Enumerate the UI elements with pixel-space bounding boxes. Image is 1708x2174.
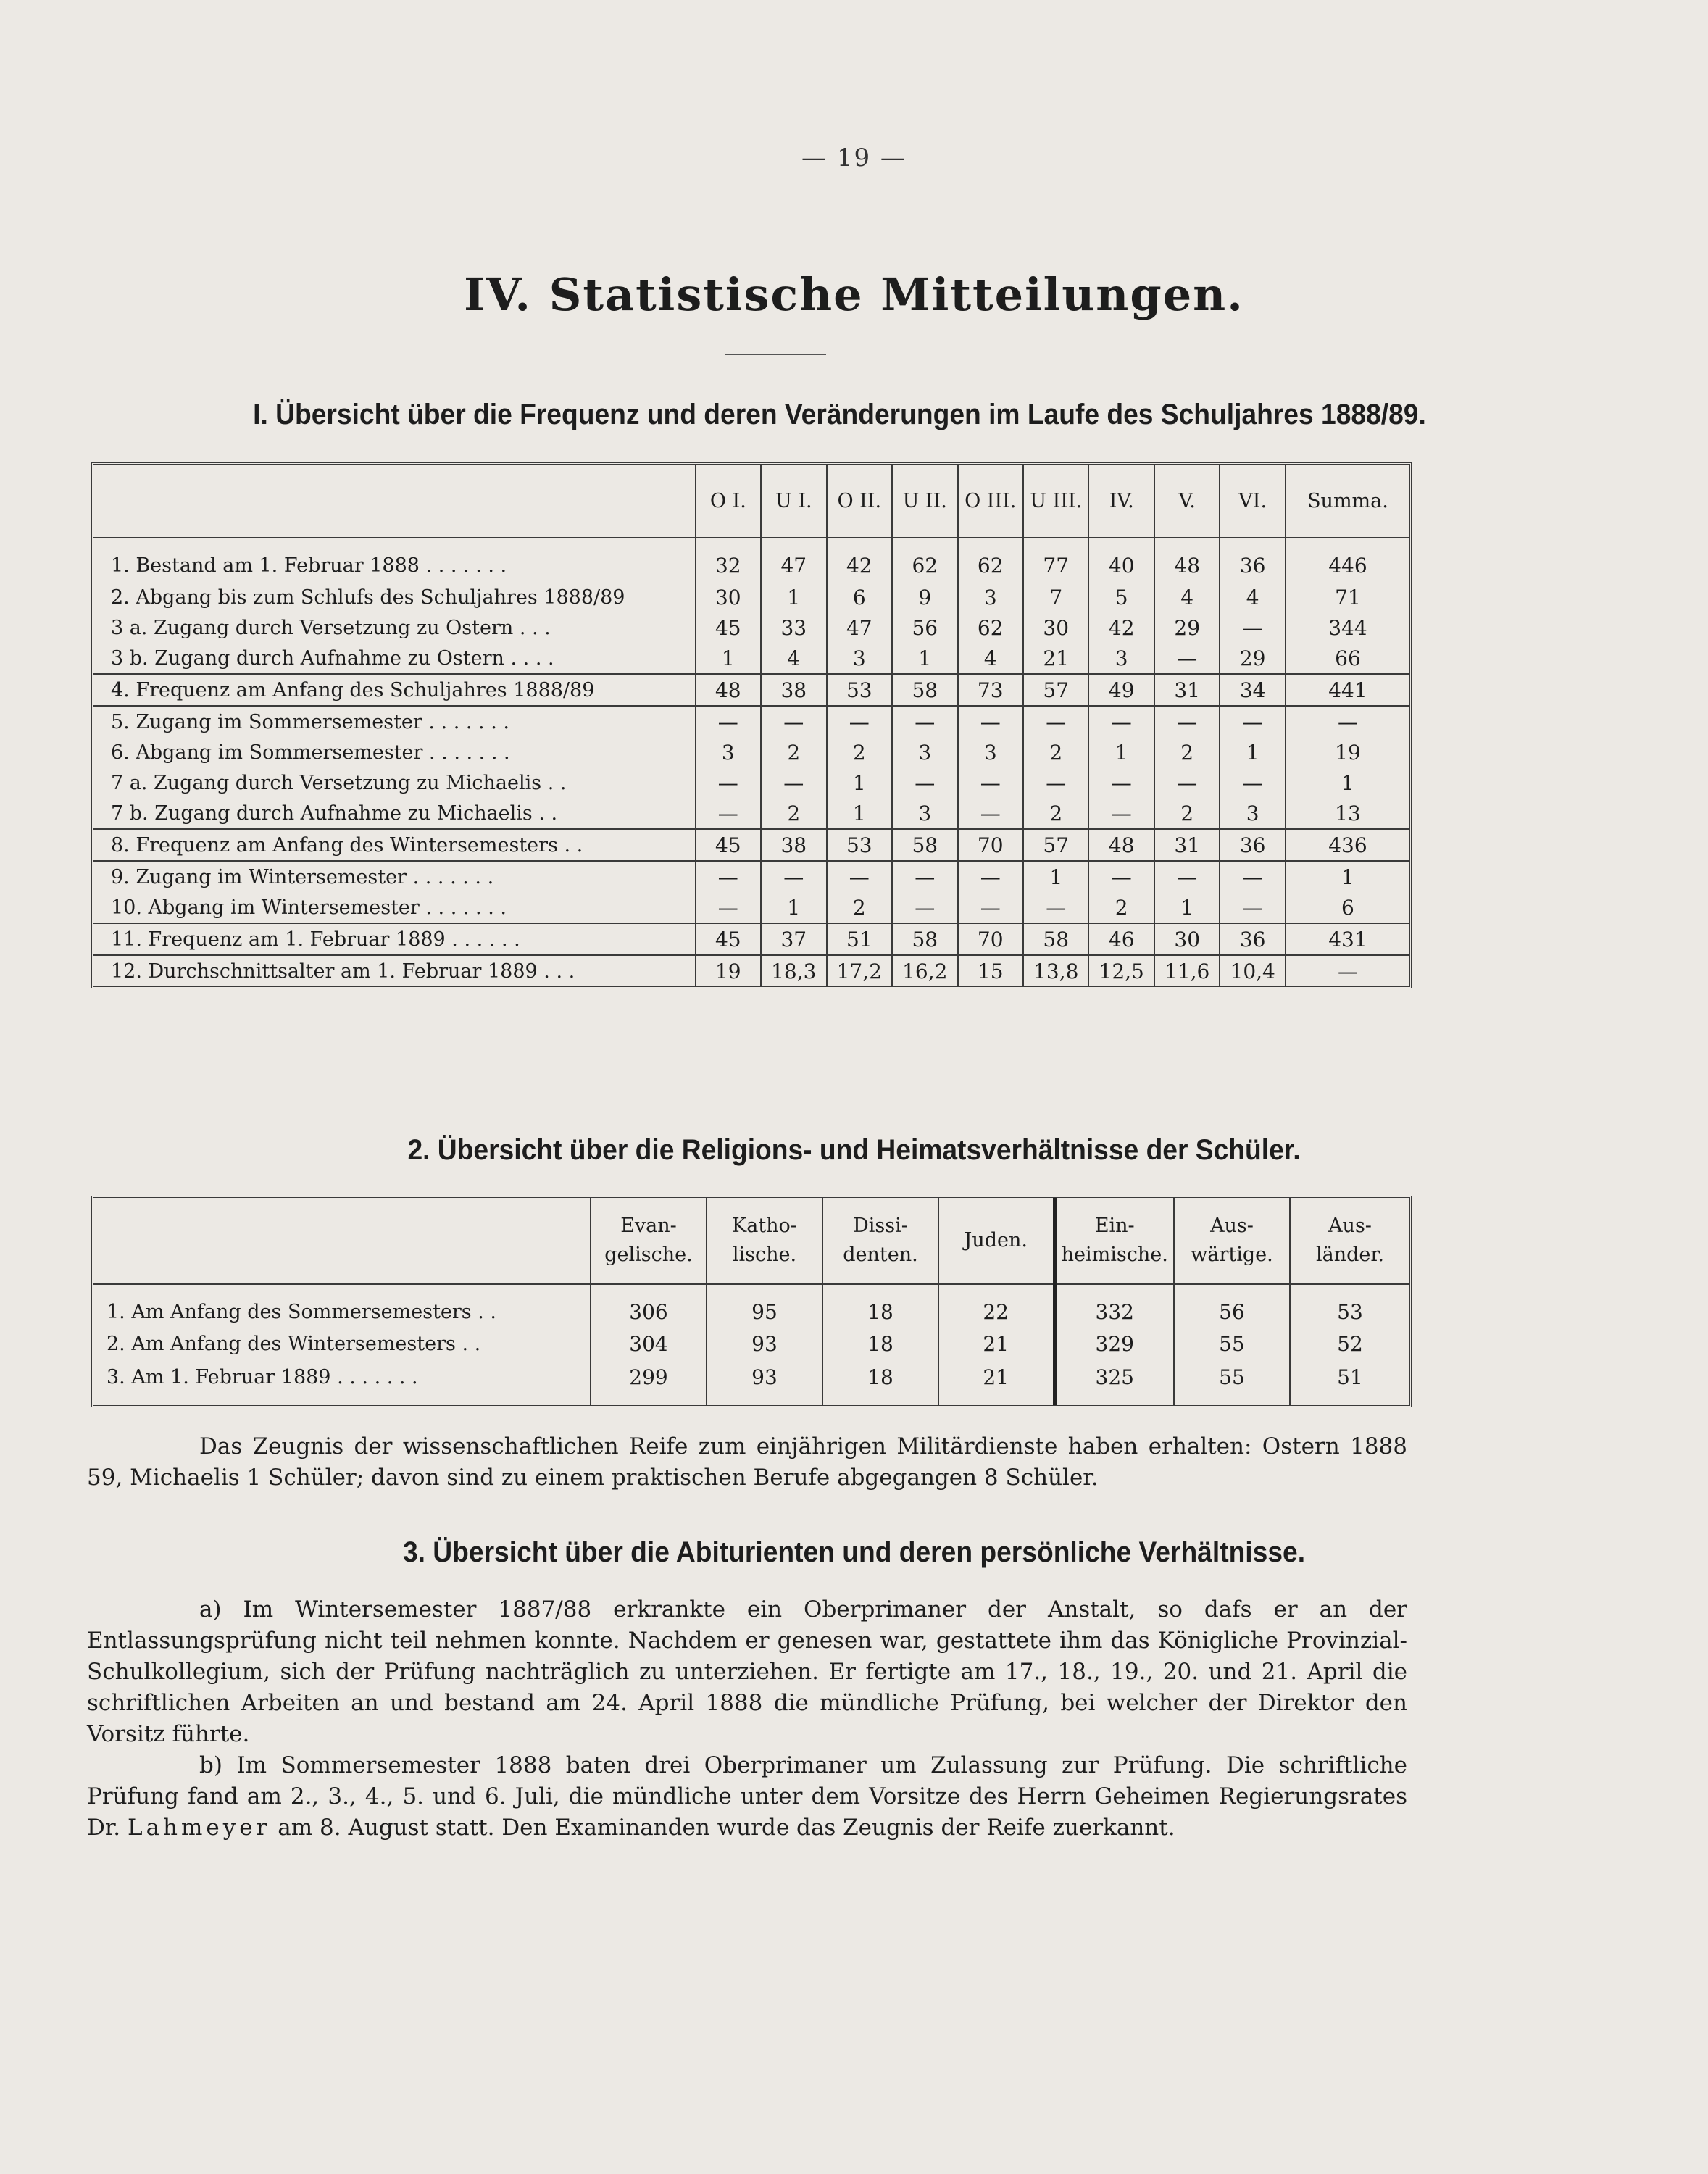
row-label: 11. Frequenz am 1. Februar 1889 . . . . . . xyxy=(93,923,696,955)
frequency-row xyxy=(93,612,1409,643)
frequency-row xyxy=(93,582,1409,612)
value-cell: 29 xyxy=(1154,612,1220,643)
examiner-name: Lahmeyer xyxy=(127,1815,271,1841)
value-cell: 93 xyxy=(707,1359,822,1405)
value-cell: — xyxy=(696,798,761,829)
value-cell: 19 xyxy=(696,955,761,986)
row-label: 8. Frequenz am Anfang des Wintersemesters . . xyxy=(93,829,696,861)
row-label: 1. Bestand am 1. Februar 1888 . . . . . . . xyxy=(111,554,507,577)
value-cell: — xyxy=(1023,892,1088,923)
value-cell: 30 xyxy=(1154,923,1220,955)
value-cell: 18 xyxy=(822,1359,938,1405)
religion-row xyxy=(93,1284,1409,1328)
frequency-row xyxy=(93,829,1409,861)
value-cell: 1 xyxy=(1023,861,1088,892)
value-cell: 49 xyxy=(1088,674,1154,706)
header-label-cell xyxy=(93,1198,591,1284)
value-cell: 3 xyxy=(958,582,1023,612)
value-cell: 70 xyxy=(958,829,1023,861)
col-header: Evan- gelische. xyxy=(591,1198,707,1284)
value-cell: — xyxy=(1088,798,1154,829)
value-cell: — xyxy=(1220,706,1285,737)
value-cell: — xyxy=(761,706,826,737)
value-cell: 18,3 xyxy=(761,955,826,986)
value-cell: 18 xyxy=(822,1328,938,1359)
value-cell: 36 xyxy=(1220,923,1285,955)
value-cell: — xyxy=(1088,706,1154,737)
value-cell: 4 xyxy=(761,643,826,674)
value-cell: 3 xyxy=(1088,643,1154,674)
value-cell: 3 xyxy=(1220,798,1285,829)
value-cell: 48 xyxy=(696,674,761,706)
value-cell: — xyxy=(696,706,761,737)
row-label: 2. Am Anfang des Wintersemesters . . xyxy=(107,1332,481,1355)
value-cell: 22 xyxy=(938,1284,1054,1328)
page-number: — 19 — xyxy=(801,143,907,172)
value-cell: 13,8 xyxy=(1023,955,1088,986)
value-cell: — xyxy=(892,767,957,798)
row-label: 3. Am 1. Februar 1889 . . . . . . . xyxy=(107,1365,418,1388)
value-cell: — xyxy=(1154,643,1220,674)
value-cell: 36 xyxy=(1220,829,1285,861)
value-cell: 62 xyxy=(892,538,957,582)
value-cell: — xyxy=(1286,706,1409,737)
value-cell: 55 xyxy=(1174,1328,1290,1359)
value-cell: — xyxy=(761,861,826,892)
value-cell: 53 xyxy=(1290,1284,1409,1328)
value-cell: 431 xyxy=(1286,923,1409,955)
value-cell: 42 xyxy=(827,538,892,582)
col-header: IV. xyxy=(1088,465,1154,538)
value-cell: 51 xyxy=(827,923,892,955)
frequency-table-frame xyxy=(91,462,1412,988)
section1-title: I. Übersicht über die Frequenz und deren Veränderungen im Laufe des Schuljahres 1888/89. xyxy=(253,399,1426,430)
value-cell: — xyxy=(1088,861,1154,892)
col-header: Summa. xyxy=(1286,465,1409,538)
value-cell: 12,5 xyxy=(1088,955,1154,986)
value-cell: 56 xyxy=(1174,1284,1290,1328)
row-label: 7 b. Zugang durch Aufnahme zu Michaelis . . xyxy=(111,801,558,825)
value-cell: 48 xyxy=(1088,829,1154,861)
row-label: 3 a. Zugang durch Versetzung zu Ostern . . . xyxy=(111,616,551,639)
col-header: O II. xyxy=(827,465,892,538)
value-cell: 329 xyxy=(1054,1328,1174,1359)
value-cell: 58 xyxy=(1023,923,1088,955)
value-cell: — xyxy=(958,892,1023,923)
value-cell: 2 xyxy=(827,892,892,923)
row-label: 7 a. Zugang durch Versetzung zu Michaelis . . xyxy=(111,771,567,794)
value-cell: 2 xyxy=(827,737,892,767)
value-cell: 13 xyxy=(1286,798,1409,829)
value-cell: 344 xyxy=(1286,612,1409,643)
row-label: 4. Frequenz am Anfang des Schuljahres 1888/89 xyxy=(93,674,696,706)
value-cell: 45 xyxy=(696,923,761,955)
frequency-row xyxy=(93,861,1409,892)
value-cell: 32 xyxy=(696,538,761,582)
value-cell: 58 xyxy=(892,829,957,861)
value-cell: 19 xyxy=(1286,737,1409,767)
value-cell: 11,6 xyxy=(1154,955,1220,986)
value-cell: 4 xyxy=(1154,582,1220,612)
value-cell: 29 xyxy=(1220,643,1285,674)
value-cell: 31 xyxy=(1154,829,1220,861)
value-cell: 1 xyxy=(892,643,957,674)
value-cell: — xyxy=(958,767,1023,798)
religion-table xyxy=(93,1198,1409,1405)
value-cell: 47 xyxy=(827,612,892,643)
value-cell: 325 xyxy=(1054,1359,1174,1405)
value-cell: 2 xyxy=(761,798,826,829)
value-cell: — xyxy=(696,767,761,798)
value-cell: 2 xyxy=(761,737,826,767)
religion-row xyxy=(93,1328,1409,1359)
value-cell: 1 xyxy=(1286,767,1409,798)
religion-table-frame xyxy=(91,1196,1412,1407)
value-cell: 332 xyxy=(1054,1284,1174,1328)
value-cell: 47 xyxy=(761,538,826,582)
value-cell: — xyxy=(892,706,957,737)
value-cell: 34 xyxy=(1220,674,1285,706)
frequency-row xyxy=(93,737,1409,767)
value-cell: 56 xyxy=(892,612,957,643)
col-header: Dissi- denten. xyxy=(822,1198,938,1284)
col-header: Aus- wärtige. xyxy=(1174,1198,1290,1284)
value-cell: — xyxy=(827,861,892,892)
value-cell: — xyxy=(827,706,892,737)
value-cell: 3 xyxy=(892,798,957,829)
col-header: Juden. xyxy=(938,1198,1054,1284)
value-cell: — xyxy=(958,861,1023,892)
col-header: U III. xyxy=(1023,465,1088,538)
value-cell: 3 xyxy=(827,643,892,674)
col-header: Aus- länder. xyxy=(1290,1198,1409,1284)
value-cell: 30 xyxy=(696,582,761,612)
value-cell: 37 xyxy=(761,923,826,955)
zeugnis-text: Das Zeugnis der wissenschaftlichen Reife zum einjährigen Militärdienste haben erhalten: Ostern 1888 59, Michaelis 1 Schüler; davon sind zu einem praktischen Berufe abgegangen 8 Schüler. xyxy=(87,1433,1407,1491)
value-cell: — xyxy=(958,798,1023,829)
row-label: 3 b. Zugang durch Aufnahme zu Ostern . . . . xyxy=(111,646,554,670)
value-cell: 3 xyxy=(892,737,957,767)
value-cell: 52 xyxy=(1290,1328,1409,1359)
value-cell: — xyxy=(761,767,826,798)
value-cell: 2 xyxy=(1023,798,1088,829)
value-cell: — xyxy=(958,706,1023,737)
value-cell: 304 xyxy=(591,1328,707,1359)
zeugnis-paragraph xyxy=(87,1431,1407,1494)
abiturienten-text xyxy=(87,1594,1407,1844)
religion-header-row xyxy=(93,1198,1409,1284)
value-cell: 21 xyxy=(938,1328,1054,1359)
value-cell: 1 xyxy=(1154,892,1220,923)
frequency-row xyxy=(93,706,1409,737)
value-cell: 15 xyxy=(958,955,1023,986)
section2-title: 2. Übersicht über die Religions- und Heimatsverhältnisse der Schüler. xyxy=(407,1134,1301,1166)
value-cell: 441 xyxy=(1286,674,1409,706)
frequency-row xyxy=(93,538,1409,582)
value-cell: 446 xyxy=(1286,538,1409,582)
value-cell: 1 xyxy=(827,767,892,798)
header-label-cell xyxy=(93,465,696,538)
value-cell: 2 xyxy=(1154,798,1220,829)
frequency-row xyxy=(93,643,1409,674)
value-cell: 77 xyxy=(1023,538,1088,582)
religion-body xyxy=(93,1284,1409,1405)
value-cell: 51 xyxy=(1290,1359,1409,1405)
value-cell: 4 xyxy=(958,643,1023,674)
value-cell: 1 xyxy=(761,892,826,923)
value-cell: — xyxy=(1154,767,1220,798)
value-cell: 93 xyxy=(707,1328,822,1359)
value-cell: 18 xyxy=(822,1284,938,1328)
value-cell: 45 xyxy=(696,612,761,643)
value-cell: 10,4 xyxy=(1220,955,1285,986)
value-cell: — xyxy=(696,861,761,892)
col-header: Katho- lische. xyxy=(707,1198,822,1284)
value-cell: — xyxy=(1088,767,1154,798)
value-cell: 436 xyxy=(1286,829,1409,861)
value-cell: 36 xyxy=(1220,538,1285,582)
row-label: 2. Abgang bis zum Schlufs des Schuljahres 1888/89 xyxy=(111,586,625,609)
frequency-body xyxy=(93,538,1409,986)
value-cell: 1 xyxy=(1286,861,1409,892)
value-cell: 48 xyxy=(1154,538,1220,582)
value-cell: 53 xyxy=(827,674,892,706)
value-cell: 73 xyxy=(958,674,1023,706)
col-header: Ein- heimische. xyxy=(1054,1198,1174,1284)
row-label: 1. Am Anfang des Sommersemesters . . xyxy=(107,1300,496,1323)
value-cell: — xyxy=(892,892,957,923)
value-cell: 38 xyxy=(761,829,826,861)
value-cell: 6 xyxy=(827,582,892,612)
value-cell: 31 xyxy=(1154,674,1220,706)
frequency-row xyxy=(93,923,1409,955)
main-title: IV. Statistische Mitteilungen. xyxy=(464,268,1244,321)
value-cell: — xyxy=(1023,767,1088,798)
frequency-table xyxy=(93,465,1409,986)
value-cell: 1 xyxy=(1088,737,1154,767)
value-cell: — xyxy=(1023,706,1088,737)
paragraph-b: b) Im Sommersemester 1888 baten drei Oberprimaner um Zulassung zur Prüfung. Die schriftliche Prüfung fand am 2., 3., 4., 5. und 6. Juli, die mündliche unter dem Vorsitze des Herrn Geheimen Regierungsrates Dr. Lahmeyer am 8. August statt. Den Examinanden wurde das Zeugnis der Reife zuerkannt. xyxy=(87,1752,1407,1841)
value-cell: 17,2 xyxy=(827,955,892,986)
col-header: V. xyxy=(1154,465,1220,538)
value-cell: — xyxy=(1220,892,1285,923)
value-cell: 38 xyxy=(761,674,826,706)
value-cell: — xyxy=(1286,955,1409,986)
value-cell: 30 xyxy=(1023,612,1088,643)
value-cell: 1 xyxy=(761,582,826,612)
paragraph-a: a) Im Wintersemester 1887/88 erkrankte ein Oberprimaner der Anstalt, so dafs er an der Entlassungsprüfung nicht teil nehmen konnte. Nachdem er genesen war, gestattete ihm das Königliche Provinzial-Schulkollegium, sich der Prüfung nachträglich zu unterziehen. Er fertigte am 17., 18., 19., 20. und 21. April die schriftlichen Arbeiten an und bestand am 24. April 1888 die mündliche Prüfung, bei welcher der Direktor den Vorsitz führte. xyxy=(87,1596,1407,1747)
value-cell: 95 xyxy=(707,1284,822,1328)
value-cell: 299 xyxy=(591,1359,707,1405)
value-cell: 62 xyxy=(958,538,1023,582)
value-cell: 58 xyxy=(892,923,957,955)
frequency-row xyxy=(93,674,1409,706)
value-cell: 2 xyxy=(1154,737,1220,767)
row-label: 5. Zugang im Sommersemester . . . . . . . xyxy=(93,706,696,737)
value-cell: 3 xyxy=(696,737,761,767)
value-cell: 21 xyxy=(1023,643,1088,674)
col-header: O I. xyxy=(696,465,761,538)
value-cell: 66 xyxy=(1286,643,1409,674)
religion-row xyxy=(93,1359,1409,1405)
value-cell: 3 xyxy=(958,737,1023,767)
value-cell: 21 xyxy=(938,1359,1054,1405)
value-cell: 55 xyxy=(1174,1359,1290,1405)
value-cell: 71 xyxy=(1286,582,1409,612)
section3-title: 3. Übersicht über die Abiturienten und deren persönliche Verhältnisse. xyxy=(402,1536,1306,1568)
value-cell: 42 xyxy=(1088,612,1154,643)
value-cell: 306 xyxy=(591,1284,707,1328)
value-cell: — xyxy=(1220,612,1285,643)
row-label: 9. Zugang im Wintersemester . . . . . . . xyxy=(93,861,696,892)
value-cell: — xyxy=(696,892,761,923)
value-cell: 9 xyxy=(892,582,957,612)
value-cell: 57 xyxy=(1023,829,1088,861)
value-cell: 53 xyxy=(827,829,892,861)
frequency-header-row xyxy=(93,465,1409,538)
col-header: O III. xyxy=(958,465,1023,538)
value-cell: 16,2 xyxy=(892,955,957,986)
value-cell: — xyxy=(892,861,957,892)
row-label: 12. Durchschnittsalter am 1. Februar 1889 . . . xyxy=(93,955,696,986)
col-header: VI. xyxy=(1220,465,1285,538)
value-cell: 62 xyxy=(958,612,1023,643)
frequency-row xyxy=(93,767,1409,798)
col-header: U I. xyxy=(761,465,826,538)
value-cell: 40 xyxy=(1088,538,1154,582)
value-cell: — xyxy=(1154,706,1220,737)
value-cell: — xyxy=(1154,861,1220,892)
value-cell: — xyxy=(1220,767,1285,798)
value-cell: 2 xyxy=(1088,892,1154,923)
value-cell: 1 xyxy=(1220,737,1285,767)
value-cell: 45 xyxy=(696,829,761,861)
title-rule xyxy=(725,354,826,355)
value-cell: 6 xyxy=(1286,892,1409,923)
value-cell: — xyxy=(1220,861,1285,892)
value-cell: 7 xyxy=(1023,582,1088,612)
row-label: 6. Abgang im Sommersemester . . . . . . . xyxy=(111,741,510,764)
value-cell: 4 xyxy=(1220,582,1285,612)
value-cell: 46 xyxy=(1088,923,1154,955)
value-cell: 70 xyxy=(958,923,1023,955)
value-cell: 5 xyxy=(1088,582,1154,612)
row-label: 10. Abgang im Wintersemester . . . . . . . xyxy=(111,896,507,919)
value-cell: 57 xyxy=(1023,674,1088,706)
value-cell: 1 xyxy=(827,798,892,829)
frequency-row xyxy=(93,798,1409,829)
value-cell: 1 xyxy=(696,643,761,674)
value-cell: 2 xyxy=(1023,737,1088,767)
frequency-row xyxy=(93,892,1409,923)
frequency-row xyxy=(93,955,1409,986)
value-cell: 33 xyxy=(761,612,826,643)
col-header: U II. xyxy=(892,465,957,538)
value-cell: 58 xyxy=(892,674,957,706)
